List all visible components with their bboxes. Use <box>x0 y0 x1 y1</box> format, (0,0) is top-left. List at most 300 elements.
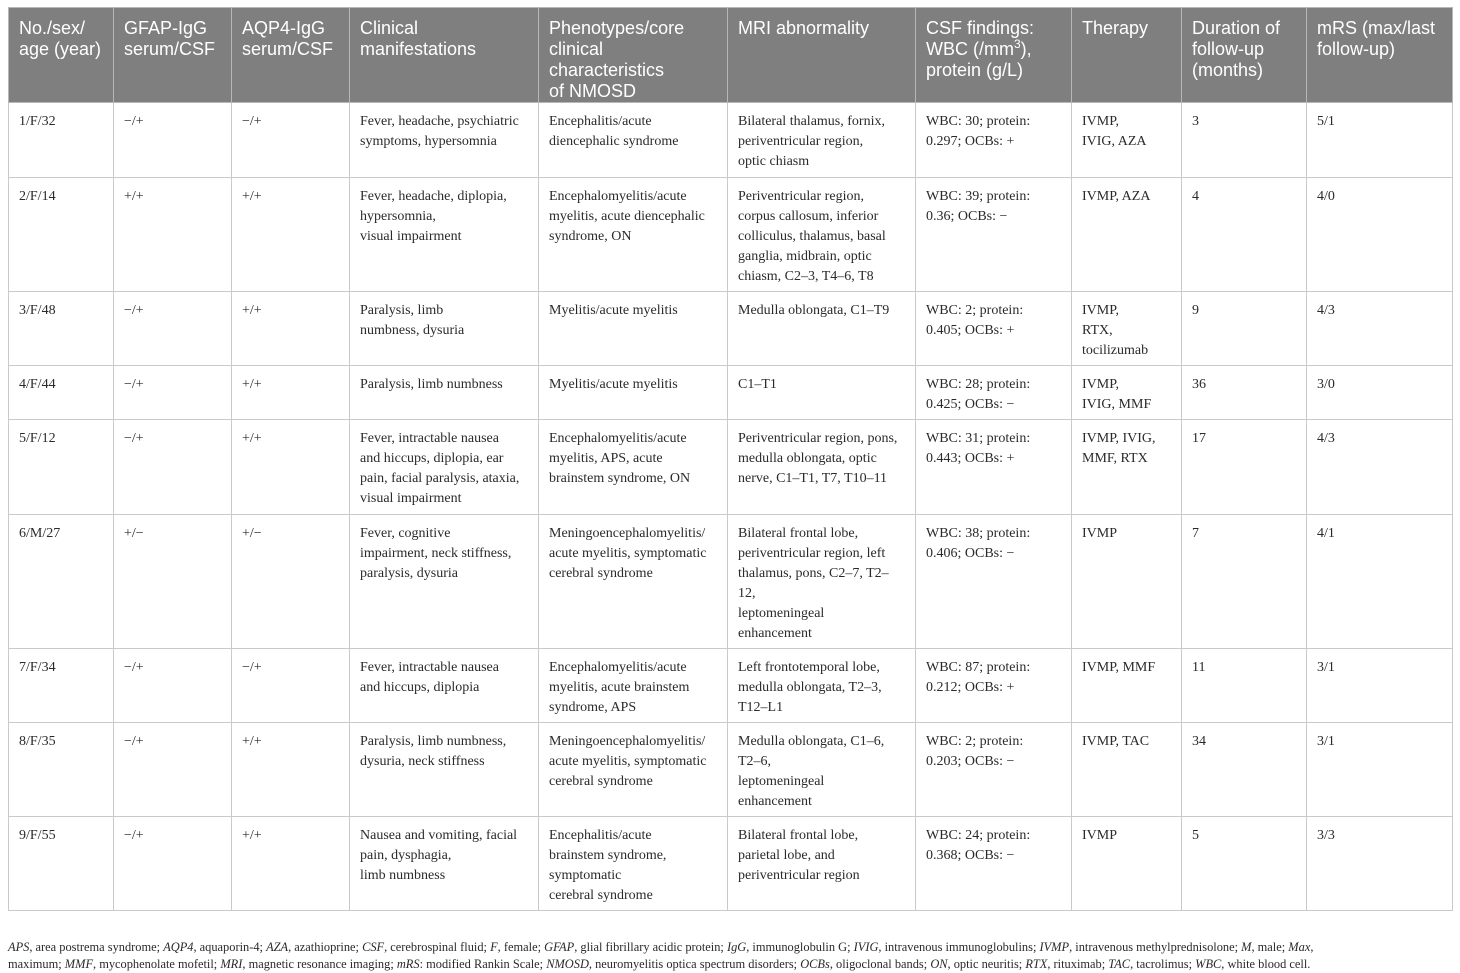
cell-text: Myelitis/acute myelitis <box>549 303 678 318</box>
header-follow-up-duration <box>1182 8 1307 103</box>
cell-aqp4-igg <box>232 817 350 911</box>
cell-text: Bilateral thalamus, fornix, <box>738 114 885 129</box>
abbreviation: NMOSD <box>546 957 589 971</box>
cell-text: myelitis, acute brainstem <box>549 680 690 695</box>
header-label: CSF findings: <box>926 18 1035 38</box>
cell-follow-up-duration <box>1182 292 1307 366</box>
cell-text: IVMP, <box>1082 303 1119 318</box>
cell-text: 4/F/44 <box>19 377 56 392</box>
abbreviation: IgG <box>726 940 747 954</box>
table-header-row <box>9 8 1453 103</box>
cell-text: +/+ <box>242 377 262 392</box>
cell-gfap-igg <box>114 649 232 723</box>
cell-text: acute myelitis, symptomatic <box>549 754 707 769</box>
table-row <box>9 723 1453 817</box>
cell-text: brainstem syndrome, ON <box>549 471 691 486</box>
cell-text: +/− <box>242 526 262 541</box>
cell-text: 4/1 <box>1317 526 1335 541</box>
cell-text: IVMP, AZA <box>1082 189 1151 204</box>
cell-phenotype <box>539 817 728 911</box>
cell-text: −/+ <box>124 660 144 675</box>
cell-text: 4/0 <box>1317 189 1335 204</box>
cell-patient-id <box>9 292 114 366</box>
abbreviation: MMF <box>64 957 94 971</box>
cell-text: 3/F/48 <box>19 303 56 318</box>
cell-mri-abnormality <box>728 420 916 515</box>
cell-gfap-igg <box>114 366 232 420</box>
cell-text: pain, facial paralysis, ataxia, <box>360 471 520 486</box>
cell-therapy <box>1072 292 1182 366</box>
cell-text: Periventricular region, pons, <box>738 431 898 446</box>
header-label: mRS (max/last <box>1317 18 1436 38</box>
cell-mrs-score <box>1307 292 1453 366</box>
cell-clinical-manifestations <box>350 292 539 366</box>
cell-text: WBC: 38; protein: <box>926 526 1031 541</box>
abbreviation-definition: , immunoglobulin G; <box>746 940 854 954</box>
cell-csf-findings <box>916 103 1072 178</box>
cell-mrs-score <box>1307 178 1453 292</box>
cell-follow-up-duration <box>1182 103 1307 178</box>
footnote-line <box>8 956 1452 973</box>
cell-clinical-manifestations <box>350 103 539 178</box>
header-label: clinical <box>549 39 604 59</box>
cell-gfap-igg <box>114 178 232 292</box>
cell-text: 36 <box>1192 377 1206 392</box>
cell-text: visual impairment <box>360 491 462 506</box>
cell-phenotype <box>539 292 728 366</box>
cell-text: 7/F/34 <box>19 660 56 675</box>
cell-text: +/+ <box>242 431 262 446</box>
cell-text: −/+ <box>124 828 144 843</box>
cell-text: Fever, headache, diplopia, <box>360 189 507 204</box>
cell-clinical-manifestations <box>350 515 539 649</box>
cell-text: 0.203; OCBs: − <box>926 754 1015 769</box>
cell-text: Encephalomyelitis/acute <box>549 660 687 675</box>
header-label: serum/CSF <box>242 39 334 59</box>
abbreviation-definition: , area postrema syndrome; <box>29 940 164 954</box>
cell-text: 12, <box>738 586 756 601</box>
header-label: manifestations <box>360 39 477 59</box>
cell-text: −/+ <box>242 660 262 675</box>
cell-gfap-igg <box>114 817 232 911</box>
header-aqp4-igg <box>232 8 350 103</box>
header-label: characteristics <box>549 60 665 80</box>
cell-text: enhancement <box>738 626 812 641</box>
abbreviation-definition: , <box>1310 940 1314 954</box>
cell-text: leptomeningeal <box>738 774 825 789</box>
cell-therapy <box>1072 649 1182 723</box>
cell-therapy <box>1072 420 1182 515</box>
abbreviation-definition: : modified Rankin Scale; <box>419 957 547 971</box>
clinical-table-container <box>8 7 1452 911</box>
cell-phenotype <box>539 420 728 515</box>
cell-text: +/+ <box>242 189 262 204</box>
cell-text: nerve, C1–T1, T7, T10–11 <box>738 471 888 486</box>
cell-text: +/+ <box>242 303 262 318</box>
cell-mrs-score <box>1307 515 1453 649</box>
cell-text: MMF, RTX <box>1082 451 1148 466</box>
cell-text: parietal lobe, and <box>738 848 835 863</box>
cell-text: 3 <box>1192 114 1199 129</box>
header-mrs-score <box>1307 8 1453 103</box>
header-gfap-igg <box>114 8 232 103</box>
cell-text: periventricular region, <box>738 134 864 149</box>
abbreviation: TAC <box>1108 957 1131 971</box>
cell-text: Bilateral frontal lobe, <box>738 526 859 541</box>
cell-text: Paralysis, limb <box>360 303 444 318</box>
cell-mri-abnormality <box>728 292 916 366</box>
header-label: serum/CSF <box>124 39 216 59</box>
header-label: protein (g/L) <box>926 60 1024 80</box>
cell-text: WBC: 2; protein: <box>926 734 1024 749</box>
table-row <box>9 178 1453 292</box>
superscript: 3 <box>1013 37 1021 51</box>
cell-follow-up-duration <box>1182 366 1307 420</box>
cell-text: −/+ <box>124 114 144 129</box>
cell-text: cerebral syndrome <box>549 566 653 581</box>
cell-text: 0.36; OCBs: − <box>926 209 1008 224</box>
cell-text: acute myelitis, symptomatic <box>549 546 707 561</box>
cell-text: tocilizumab <box>1082 343 1149 358</box>
header-phenotype <box>539 8 728 103</box>
cell-text: Medulla oblongata, C1–6, <box>738 734 885 749</box>
cell-mri-abnormality <box>728 515 916 649</box>
cell-phenotype <box>539 178 728 292</box>
cell-text: Encephalomyelitis/acute <box>549 189 687 204</box>
abbreviation-definition: , aquaporin-4; <box>193 940 267 954</box>
cell-text: 11 <box>1192 660 1206 675</box>
cell-text: paralysis, dysuria <box>360 566 458 581</box>
cell-gfap-igg <box>114 420 232 515</box>
cell-patient-id <box>9 178 114 292</box>
cell-text: syndrome, ON <box>549 229 632 244</box>
cell-text: C1–T1 <box>738 377 777 392</box>
abbreviation: OCBs <box>800 957 830 971</box>
cell-text: 7 <box>1192 526 1199 541</box>
cell-mrs-score <box>1307 723 1453 817</box>
cell-clinical-manifestations <box>350 420 539 515</box>
cell-gfap-igg <box>114 515 232 649</box>
cell-text: chiasm, C2–3, T4–6, T8 <box>738 269 874 284</box>
cell-aqp4-igg <box>232 420 350 515</box>
cell-text: T12–L1 <box>738 700 784 715</box>
cell-follow-up-duration <box>1182 817 1307 911</box>
cell-phenotype <box>539 515 728 649</box>
cell-csf-findings <box>916 649 1072 723</box>
header-label: Clinical <box>360 18 419 38</box>
header-csf-findings <box>916 8 1072 103</box>
cell-text: 4 <box>1192 189 1199 204</box>
cell-text: Fever, cognitive <box>360 526 451 541</box>
table-row <box>9 292 1453 366</box>
abbreviation-definition: , oligoclonal bands; <box>829 957 931 971</box>
cell-text: hypersomnia, <box>360 209 436 224</box>
cell-patient-id <box>9 649 114 723</box>
cell-text: −/+ <box>124 377 144 392</box>
cell-text: WBC: 28; protein: <box>926 377 1031 392</box>
abbreviation-definition: , rituximab; <box>1047 957 1109 971</box>
cell-text: 0.406; OCBs: − <box>926 546 1015 561</box>
cell-text: Encephalitis/acute <box>549 828 652 843</box>
cell-text: 5/1 <box>1317 114 1335 129</box>
table-row <box>9 420 1453 515</box>
cell-text: 3/0 <box>1317 377 1335 392</box>
abbreviation: APS <box>8 940 30 954</box>
cell-text: +/+ <box>242 734 262 749</box>
cell-text: 0.425; OCBs: − <box>926 397 1015 412</box>
table-row <box>9 515 1453 649</box>
cell-text: 0.297; OCBs: + <box>926 134 1015 149</box>
abbreviation-definition: , mycophenolate mofetil; <box>93 957 221 971</box>
abbreviation: MRI <box>220 957 243 971</box>
table-row <box>9 649 1453 723</box>
cell-text: ganglia, midbrain, optic <box>738 249 872 264</box>
cell-patient-id <box>9 723 114 817</box>
cell-mrs-score <box>1307 817 1453 911</box>
header-label: Duration of <box>1192 18 1281 38</box>
cell-phenotype <box>539 649 728 723</box>
table-row <box>9 103 1453 178</box>
footnote-line <box>8 939 1452 956</box>
cell-text: 9/F/55 <box>19 828 56 843</box>
cell-text: cerebral syndrome <box>549 774 653 789</box>
cell-csf-findings <box>916 178 1072 292</box>
cell-csf-findings <box>916 292 1072 366</box>
cell-patient-id <box>9 366 114 420</box>
cell-csf-findings <box>916 817 1072 911</box>
cell-mri-abnormality <box>728 103 916 178</box>
cell-text: periventricular region <box>738 868 860 883</box>
abbreviation-definition: , glial fibrillary acidic protein; <box>574 940 727 954</box>
abbreviation-definition: maximum; <box>8 957 65 971</box>
cell-text: colliculus, thalamus, basal <box>738 229 886 244</box>
abbreviation: AQP4 <box>163 940 194 954</box>
cell-text: visual impairment <box>360 229 462 244</box>
cell-text: Meningoencephalomyelitis/ <box>549 734 706 749</box>
cell-text: thalamus, pons, C2–7, T2– <box>738 566 889 581</box>
cell-gfap-igg <box>114 292 232 366</box>
cell-text: optic chiasm <box>738 154 810 169</box>
cell-phenotype <box>539 723 728 817</box>
cell-text: Nausea and vomiting, facial <box>360 828 518 843</box>
cell-text: WBC: 2; protein: <box>926 303 1024 318</box>
cell-patient-id <box>9 515 114 649</box>
abbreviation-definition: , optic neuritis; <box>947 957 1026 971</box>
cell-text: WBC: 87; protein: <box>926 660 1031 675</box>
abbreviation-definition: , intravenous methylprednisolone; <box>1069 940 1242 954</box>
abbreviation-definition: , white blood cell. <box>1221 957 1311 971</box>
cell-follow-up-duration <box>1182 649 1307 723</box>
cell-phenotype <box>539 103 728 178</box>
cell-text: Fever, headache, psychiatric <box>360 114 519 129</box>
header-label: age (year) <box>19 39 102 59</box>
cell-text: 34 <box>1192 734 1206 749</box>
cell-text: brainstem syndrome, <box>549 848 667 863</box>
cell-patient-id <box>9 420 114 515</box>
cell-text: syndrome, APS <box>549 700 637 715</box>
table-row <box>9 817 1453 911</box>
header-label: Therapy <box>1082 18 1149 38</box>
cell-follow-up-duration <box>1182 178 1307 292</box>
cell-text: IVMP <box>1082 526 1118 541</box>
cell-phenotype <box>539 366 728 420</box>
cell-text: Encephalomyelitis/acute <box>549 431 687 446</box>
cell-text: IVIG, MMF <box>1082 397 1152 412</box>
abbreviation-definition: , azathioprine; <box>288 940 363 954</box>
cell-therapy <box>1072 178 1182 292</box>
cell-gfap-igg <box>114 723 232 817</box>
cell-text: IVMP <box>1082 828 1118 843</box>
cell-text: Encephalitis/acute <box>549 114 652 129</box>
cell-clinical-manifestations <box>350 366 539 420</box>
table-row <box>9 366 1453 420</box>
cell-clinical-manifestations <box>350 649 539 723</box>
header-label: follow-up) <box>1317 39 1396 59</box>
cell-text: dysuria, neck stiffness <box>360 754 485 769</box>
cell-text: +/+ <box>242 828 262 843</box>
cell-mrs-score <box>1307 366 1453 420</box>
cell-text: and hiccups, diplopia <box>360 680 480 695</box>
cell-text: Left frontotemporal lobe, <box>738 660 880 675</box>
cell-text: 0.405; OCBs: + <box>926 323 1015 338</box>
cell-text: WBC: 31; protein: <box>926 431 1031 446</box>
cell-text: −/+ <box>124 431 144 446</box>
abbreviation-definition: , female; <box>497 940 545 954</box>
abbreviation-definition: , neuromyelitis optica spectrum disorders; <box>588 957 801 971</box>
abbreviation-definition: , magnetic resonance imaging; <box>242 957 397 971</box>
header-label: No./sex/ <box>19 18 86 38</box>
cell-mri-abnormality <box>728 723 916 817</box>
cell-clinical-manifestations <box>350 817 539 911</box>
cell-text: IVMP, MMF <box>1082 660 1156 675</box>
header-label: of NMOSD <box>549 81 637 101</box>
cell-text: enhancement <box>738 794 812 809</box>
cell-text: 8/F/35 <box>19 734 56 749</box>
cell-text: Fever, intractable nausea <box>360 431 499 446</box>
cell-follow-up-duration <box>1182 420 1307 515</box>
cell-text: 6/M/27 <box>19 526 61 541</box>
abbreviation: IVMP <box>1039 940 1070 954</box>
cell-text: corpus callosum, inferior <box>738 209 879 224</box>
abbreviation: F <box>490 940 498 954</box>
cell-mrs-score <box>1307 103 1453 178</box>
cell-aqp4-igg <box>232 649 350 723</box>
cell-text: leptomeningeal <box>738 606 825 621</box>
abbreviation: Max <box>1288 940 1311 954</box>
header-label: WBC $(/mm^3)$, <box>926 37 1032 59</box>
abbreviation: RTX <box>1025 957 1048 971</box>
cell-text: IVMP, IVIG, <box>1082 431 1156 446</box>
cell-text: RTX, <box>1082 323 1113 338</box>
cell-follow-up-duration <box>1182 723 1307 817</box>
cell-csf-findings <box>916 723 1072 817</box>
cell-text: Myelitis/acute myelitis <box>549 377 678 392</box>
cell-text: 3/1 <box>1317 660 1335 675</box>
cell-text: 5 <box>1192 828 1199 843</box>
table-footnote <box>8 939 1452 973</box>
cell-text: 3/3 <box>1317 828 1335 843</box>
header-label: Phenotypes/core <box>549 18 685 38</box>
cell-aqp4-igg <box>232 366 350 420</box>
cell-text: Fever, intractable nausea <box>360 660 499 675</box>
abbreviation: CSF <box>362 940 385 954</box>
abbreviation: IVIG <box>853 940 879 954</box>
abbreviation: WBC <box>1195 957 1222 971</box>
header-clinical-manifestations <box>350 8 539 103</box>
cell-follow-up-duration <box>1182 515 1307 649</box>
cell-text: +/+ <box>124 189 144 204</box>
abbreviation-definition: , intravenous immunoglobulins; <box>878 940 1040 954</box>
cell-text: impairment, neck stiffness, <box>360 546 512 561</box>
cell-text: 9 <box>1192 303 1199 318</box>
cell-gfap-igg <box>114 103 232 178</box>
cell-text: numbness, dysuria <box>360 323 465 338</box>
abbreviation: AZA <box>266 940 289 954</box>
cell-text: and hiccups, diplopia, ear <box>360 451 504 466</box>
cell-text: 3/1 <box>1317 734 1335 749</box>
cell-text: myelitis, APS, acute <box>549 451 663 466</box>
cell-text: +/− <box>124 526 144 541</box>
cell-text: −/+ <box>242 114 262 129</box>
cell-text: 1/F/32 <box>19 114 56 129</box>
abbreviation-definition: , tacrolimus; <box>1130 957 1196 971</box>
cell-text: WBC: 39; protein: <box>926 189 1031 204</box>
cell-text: 0.368; OCBs: − <box>926 848 1015 863</box>
cell-text: 4/3 <box>1317 431 1335 446</box>
cell-text: pain, dysphagia, <box>360 848 452 863</box>
cell-mri-abnormality <box>728 817 916 911</box>
header-label: AQP4-IgG <box>242 18 326 38</box>
cell-text: 0.443; OCBs: + <box>926 451 1015 466</box>
cell-text: symptoms, hypersomnia <box>360 134 497 149</box>
cell-mrs-score <box>1307 420 1453 515</box>
cell-patient-id <box>9 103 114 178</box>
cell-patient-id <box>9 817 114 911</box>
cell-clinical-manifestations <box>350 178 539 292</box>
cell-therapy <box>1072 366 1182 420</box>
cell-text: Bilateral frontal lobe, <box>738 828 859 843</box>
cell-aqp4-igg <box>232 103 350 178</box>
cell-text: diencephalic syndrome <box>549 134 679 149</box>
cell-mri-abnormality <box>728 649 916 723</box>
header-patient-id <box>9 8 114 103</box>
cell-text: cerebral syndrome <box>549 888 653 903</box>
cell-therapy <box>1072 515 1182 649</box>
header-label: GFAP-IgG <box>124 18 208 38</box>
cell-text: medulla oblongata, T2–3, <box>738 680 882 695</box>
cell-csf-findings <box>916 420 1072 515</box>
cell-text: IVIG, AZA <box>1082 134 1147 149</box>
header-label: MRI abnormality <box>738 18 870 38</box>
cell-text: periventricular region, left <box>738 546 886 561</box>
cell-text: −/+ <box>124 303 144 318</box>
cell-text: medulla oblongata, optic <box>738 451 877 466</box>
cell-mri-abnormality <box>728 366 916 420</box>
header-label-tail: ), <box>1020 39 1032 59</box>
cell-clinical-manifestations <box>350 723 539 817</box>
abbreviation: ON <box>930 957 948 971</box>
cell-text: 4/3 <box>1317 303 1335 318</box>
header-therapy <box>1072 8 1182 103</box>
cell-text: 2/F/14 <box>19 189 56 204</box>
cell-text: limb numbness <box>360 868 446 883</box>
cell-aqp4-igg <box>232 178 350 292</box>
cell-text: T2–6, <box>738 754 772 769</box>
cell-text: WBC: 30; protein: <box>926 114 1031 129</box>
cell-therapy <box>1072 723 1182 817</box>
table-body <box>9 103 1453 911</box>
cell-text: IVMP, <box>1082 377 1119 392</box>
